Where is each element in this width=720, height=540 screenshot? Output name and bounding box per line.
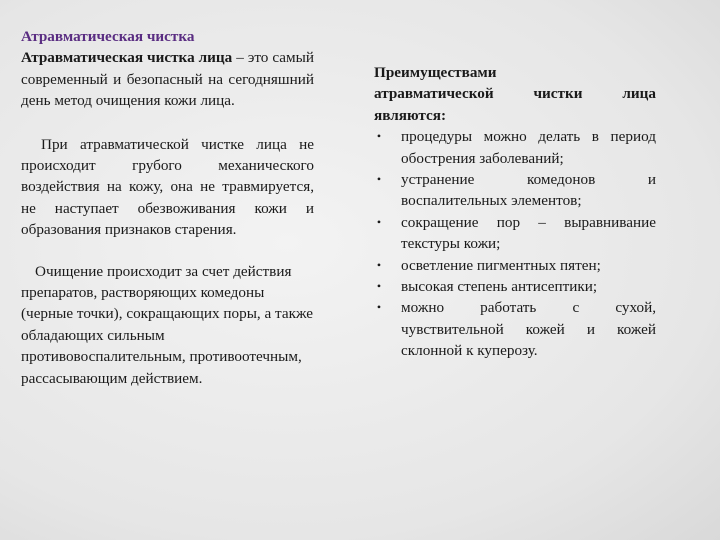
list-item bbox=[374, 276, 656, 297]
advantages-heading-line1: Преимуществами bbox=[374, 64, 497, 81]
bullet-icon: • bbox=[376, 279, 382, 294]
right-column bbox=[374, 62, 656, 362]
list-item-text: высокая степень антисептики; bbox=[401, 278, 598, 296]
advantages-heading-line3: являются: bbox=[374, 106, 447, 124]
slide-title: Атравматическая чистка bbox=[21, 28, 195, 45]
list-item bbox=[374, 169, 656, 212]
list-item bbox=[374, 212, 656, 255]
intro-lead: Атравматическая чистка лица bbox=[21, 49, 233, 67]
bullet-icon: • bbox=[376, 300, 382, 315]
list-item bbox=[374, 126, 656, 169]
list-item-text: можно работать с сухой, чувствительной кожей и кожей склонной к куперозу. bbox=[401, 299, 656, 360]
list-item bbox=[374, 255, 656, 276]
description-paragraph: При атравматической чистке лица не происходит грубого механического воздействия на кожу, она не травмируется, не наступает обезвоживания кожи и образования признаков старения. bbox=[21, 135, 314, 239]
intro-paragraph bbox=[21, 47, 314, 111]
advantages-list bbox=[374, 126, 656, 361]
list-item-text: сокращение пор – выравнивание текстуры кожи; bbox=[401, 213, 656, 253]
list-item bbox=[374, 297, 656, 361]
mechanism-paragraph: Очищение происходит за счет действия препаратов, растворяющих комедоны (черные точки), сокращающих поры, а также обладающих сильным противовоспалительным, противоотечным, рассасывающим действием. bbox=[21, 262, 314, 387]
bullet-icon: • bbox=[376, 214, 382, 229]
advantages-heading-line2: атравматической чистки лица bbox=[374, 85, 656, 103]
intro-rest: – это самый современный и безопасный на сегодняшний день метод очищения кожи лица. bbox=[21, 49, 314, 110]
list-item-text: процедуры можно делать в период обострения заболеваний; bbox=[401, 128, 656, 167]
bullet-icon: • bbox=[376, 129, 382, 144]
bullet-icon: • bbox=[376, 172, 382, 187]
list-item-text: осветление пигментных пятен; bbox=[401, 256, 601, 274]
list-item-text: устранение комедонов и воспалительных элементов; bbox=[401, 171, 656, 210]
left-column bbox=[21, 26, 314, 389]
bullet-icon: • bbox=[376, 257, 382, 272]
